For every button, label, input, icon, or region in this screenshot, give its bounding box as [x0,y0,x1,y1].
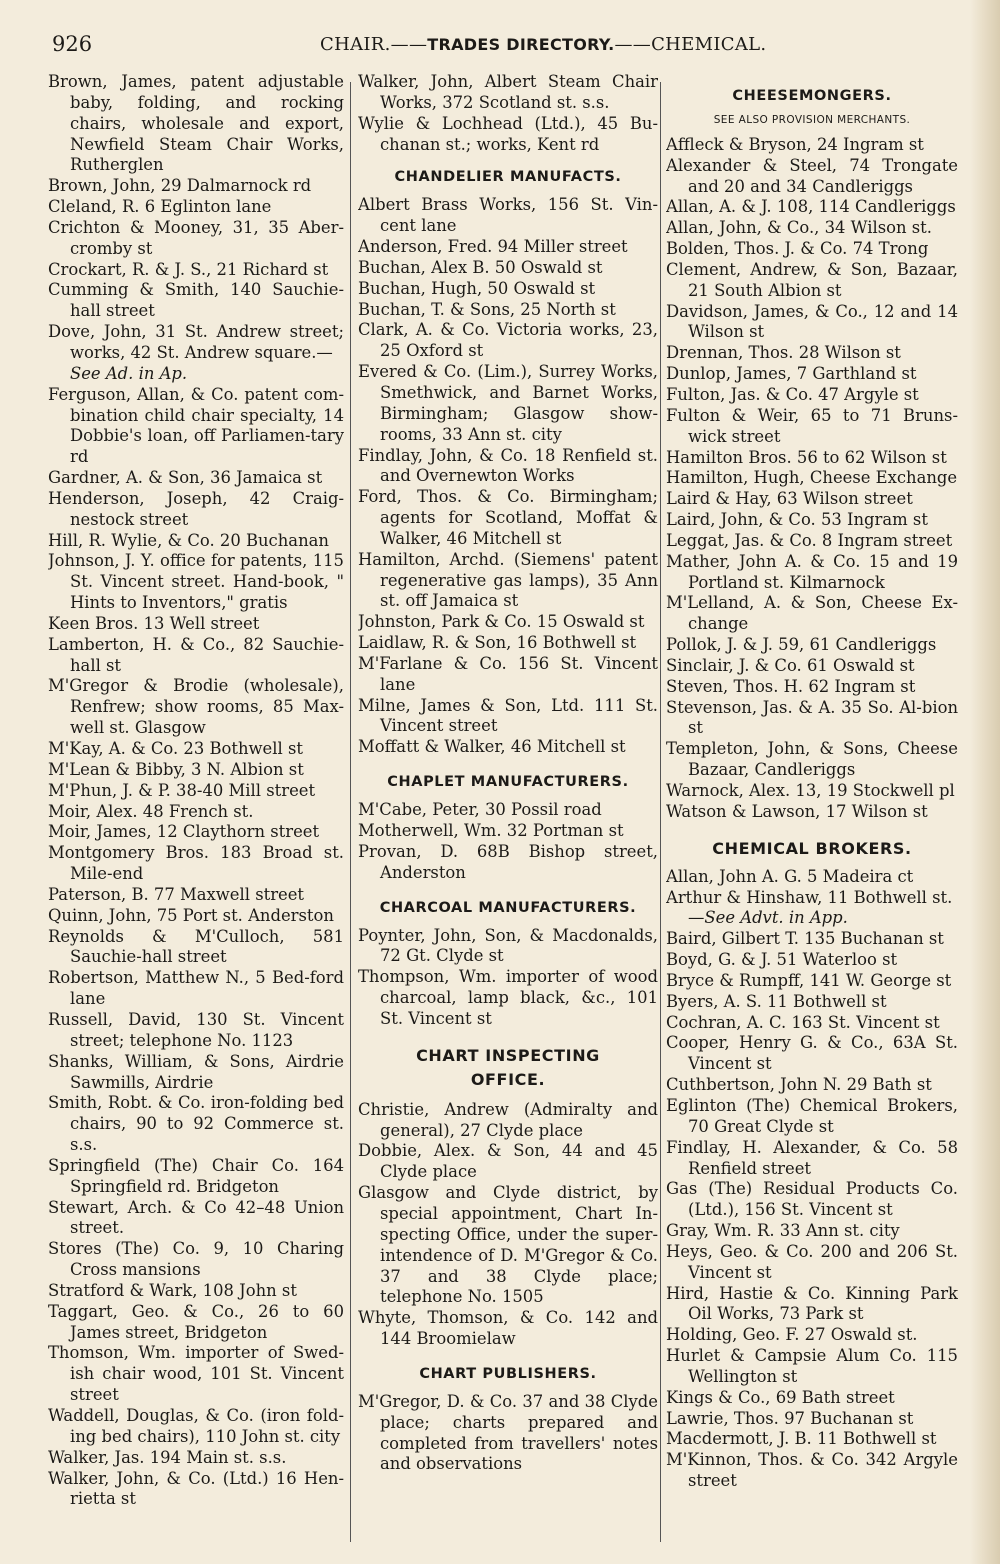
directory-entry: Leggat, Jas. & Co. 8 Ingram street [666,530,953,550]
chair-makers-continued [358,72,658,155]
directory-entry: Ford, Thos. & Co. Birmingham; agents for Scotland, Moffat & Walker, 46 Mitchell st [358,487,658,548]
column-rule-2 [660,82,661,1542]
directory-entry: Kings & Co., 69 Bath street [666,1387,895,1407]
directory-entry: Buchan, T. & Sons, 25 North st [358,299,616,319]
directory-entry: Glasgow and Clyde district, by special appointment, Chart In-specting Office, under the super-intendence of D. M'Gregor & Co. 37 and 38 Clyde place; telephone No. 1505 [358,1183,658,1307]
chemical-brokers-list [666,867,958,1492]
directory-entry: Ferguson, Allan, & Co. patent com-bination child chair specialty, 14 Dobbie's loan, off Parliamen-tary rd [48,384,344,467]
header-center: TRADES DIRECTORY. [427,35,615,54]
directory-entry: Gardner, A. & Son, 36 Jamaica st [48,468,323,488]
directory-entry: Montgomery Bros. 183 Broad st. Mile-end [48,843,344,884]
directory-entry: Johnston, Park & Co. 15 Oswald st [358,612,645,632]
directory-entry: Gray, Wm. R. 33 Ann st. city [666,1221,900,1241]
advertisement-note: See Ad. in Ap. [70,363,188,383]
directory-entry: Brown, John, 29 Dalmarnock rd [48,176,312,196]
cheesemongers-list [666,135,958,823]
directory-entry: Laird & Hay, 63 Wilson street [666,489,913,509]
directory-entry: Evered & Co. (Lim.), Surrey Works, Smethwick, and Barnet Works, Birmingham; Glasgow show-rooms, 33 Ann st. city [358,362,658,444]
directory-entry: M'Farlane & Co. 156 St. Vincent lane [358,653,658,694]
directory-entry: Taggart, Geo. & Co., 26 to 60 James street, Bridgeton [48,1301,344,1342]
directory-entry: Heys, Geo. & Co. 200 and 206 St. Vincent st [666,1241,958,1282]
charcoal-list [358,926,658,1030]
chandelier-list [358,195,658,758]
directory-entry: Bolden, Thos. J. & Co. 74 Trong [666,239,929,259]
column-2 [358,72,658,1552]
directory-entry: Waddell, Douglas, & Co. (iron fold-ing bed chairs), 110 John st. city [48,1406,344,1446]
directory-entry: M'Kay, A. & Co. 23 Bothwell st [48,739,303,758]
directory-entry: Cleland, R. 6 Eglinton lane [48,197,272,217]
running-title [320,34,766,55]
page-edge-shadow [970,0,1000,1564]
directory-entry: Allan, John, & Co., 34 Wilson st. [666,218,932,238]
directory-entry: Lawrie, Thos. 97 Buchanan st [666,1408,914,1428]
section-heading-chart-publishers: CHART PUBLISHERS. [419,1365,597,1382]
directory-entry: Bryce & Rumpff, 141 W. George st [666,970,952,990]
directory-entry: Crichton & Mooney, 31, 35 Aber-cromby st [48,217,344,258]
directory-entry: Macdermott, J. B. 11 Bothwell st [666,1429,937,1449]
directory-entry: Pollok, J. & J. 59, 61 Candleriggs [666,635,937,655]
directory-entry: Thompson, Wm. importer of wood charcoal, lamp black, &c., 101 St. Vincent st [358,967,658,1028]
directory-entry: Smith, Robt. & Co. iron-folding bed chairs, 90 to 92 Commerce st. s.s. [48,1093,344,1155]
directory-entry: Cooper, Henry G. & Co., 63A St. Vincent st [666,1033,958,1074]
directory-entry: Cuthbertson, John N. 29 Bath st [666,1075,932,1095]
directory-entry: Milne, James & Son, Ltd. 111 St. Vincent street [358,695,658,736]
chart-inspecting-line-2: OFFICE. [470,1069,546,1089]
directory-entry: Motherwell, Wm. 32 Portman st [358,821,624,840]
directory-entry: Lamberton, H. & Co., 82 Sauchie-hall st [48,634,344,675]
chair-makers-list [48,72,344,1510]
directory-entry: Holding, Geo. F. 27 Oswald st. [666,1325,918,1345]
directory-entry: Provan, D. 68B Bishop street, Anderston [358,841,658,882]
directory-entry: Buchan, Hugh, 50 Oswald st [358,278,596,298]
header-left: CHAIR. [320,34,391,55]
directory-entry: Hird, Hastie & Co. Kinning Park Oil Works, 73 Park st [666,1283,958,1324]
directory-entry: Findlay, H. Alexander, & Co. 58 Renfield street [666,1137,958,1178]
directory-entry: M'Gregor & Brodie (wholesale), Renfrew; show rooms, 85 Max-well st. Glasgow [48,676,344,738]
directory-entry: Springfield (The) Chair Co. 164 Springfield rd. Bridgeton [48,1155,344,1196]
directory-entry: Whyte, Thomson, & Co. 142 and 144 Broomielaw [358,1308,658,1349]
header-dash-2: —— [614,34,652,55]
section-heading-chart-inspecting [358,1044,658,1092]
directory-entry: Dobbie, Alex. & Son, 44 and 45 Clyde place [358,1141,658,1182]
column-rule-1 [350,82,351,1542]
directory-entry: Warnock, Alex. 13, 19 Stockwell pl [666,781,955,800]
directory-entry: Reynolds & M'Culloch, 581 Sauchie-hall street [48,926,344,967]
directory-entry: Hamilton, Archd. (Siemens' patent regenerative gas lamps), 35 Ann st. off Jamaica st [358,549,658,611]
directory-entry: Walker, John, & Co. (Ltd.) 16 Hen-rietta st [48,1468,344,1509]
see-also-note: SEE ALSO PROVISION MERCHANTS. [713,114,911,126]
chart-inspecting-list [358,1100,658,1350]
directory-entry: Arthur & Hinshaw, 11 Bothwell st. [666,887,953,907]
directory-entry: Laird, John, & Co. 53 Ingram st [666,510,928,530]
directory-entry: Quinn, John, 75 Port st. Anderston [48,905,334,925]
directory-entry: Johnson, J. Y. office for patents, 115 St. Vincent street. Hand-book, " Hints to Inventors," gratis [48,551,344,613]
section-heading-cheesemongers: CHEESEMONGERS. [732,88,892,104]
chart-inspecting-line-1: CHART INSPECTING [416,1045,600,1065]
directory-entry: Cochran, A. C. 163 St. Vincent st [666,1012,940,1032]
section-heading-chaplet: CHAPLET MANUFACTURERS. [387,774,629,791]
directory-entry: Walker, John, Albert Steam Chair Works, 372 Scotland st. s.s. [358,72,658,112]
directory-entry: Allan, John A. G. 5 Madeira ct [666,866,914,886]
chaplet-list [358,800,658,883]
directory-entry: Eglinton (The) Chemical Brokers, 70 Great Clyde st [666,1095,958,1136]
chart-publishers-list [358,1392,658,1475]
directory-entry: Byers, A. S. 11 Bothwell st [666,991,887,1011]
directory-entry: Templeton, John, & Sons, Cheese Bazaar, Candleriggs [666,739,958,780]
page-number: 926 [52,32,93,56]
directory-entry: Gas (The) Residual Products Co. (Ltd.), 156 St. Vincent st [666,1179,958,1220]
directory-entry: Moir, James, 12 Claythorn street [48,822,320,842]
directory-entry: Shanks, William, & Sons, Airdrie Sawmills, Airdrie [48,1051,344,1092]
directory-entry: Mather, John A. & Co. 15 and 19 Portland st. Kilmarnock [666,551,958,592]
directory-entry: Affleck & Bryson, 24 Ingram st [666,134,924,154]
directory-entry: M'Phun, J. & P. 38-40 Mill street [48,780,316,800]
directory-entry: Cumming & Smith, 140 Sauchie-hall street [48,280,344,321]
directory-entry: Laidlaw, R. & Son, 16 Bothwell st [358,633,637,653]
directory-entry: M'Kinnon, Thos. & Co. 342 Argyle street [666,1450,958,1491]
directory-entry: Davidson, James, & Co., 12 and 14 Wilson st [666,301,958,342]
directory-entry: M'Lean & Bibby, 3 N. Albion st [48,759,304,779]
directory-entry: Stevenson, Jas. & A. 35 So. Al-bion st [666,697,958,738]
directory-entry: Albert Brass Works, 156 St. Vin-cent lane [358,195,658,236]
directory-entry: Hurlet & Campsie Alum Co. 115 Wellington st [666,1346,958,1386]
directory-entry: Moffatt & Walker, 46 Mitchell st [358,737,626,757]
directory-entry: Boyd, G. & J. 51 Waterloo st [666,950,898,970]
directory-entry: Keen Bros. 13 Well street [48,613,260,633]
section-heading-chemical-brokers: CHEMICAL BROKERS. [712,838,912,858]
column-3 [666,72,958,1552]
directory-entry: Stratford & Wark, 108 John st [48,1280,297,1300]
directory-entry: Steven, Thos. H. 62 Ingram st [666,676,916,696]
advertisement-note: —See Advt. in App. [688,908,848,928]
directory-entry: Sinclair, J. & Co. 61 Oswald st [666,655,915,675]
directory-entry: Baird, Gilbert T. 135 Buchanan st [666,929,944,949]
directory-entry: Thomson, Wm. importer of Swed-ish chair wood, 101 St. Vincent street [48,1343,344,1405]
directory-entry: M'Lelland, A. & Son, Cheese Ex-change [666,593,958,634]
directory-entry: M'Cabe, Peter, 30 Possil road [358,800,602,820]
directory-entry: Drennan, Thos. 28 Wilson st [666,343,901,363]
section-heading-charcoal: CHARCOAL MANUFACTURERS. [379,899,637,916]
directory-entry: Dunlop, James, 7 Garthland st [666,364,917,384]
directory-entry: Dove, John, 31 St. Andrew street; works, 42 St. Andrew square.— [48,322,344,362]
directory-entry: Clark, A. & Co. Victoria works, 23, 25 Oxford st [358,320,658,361]
directory-entry: Alexander & Steel, 74 Trongate and 20 and 34 Candleriggs [666,155,958,196]
directory-entry: M'Gregor, D. & Co. 37 and 38 Clyde place; charts prepared and completed from travellers' notes and observations [358,1391,658,1474]
directory-entry: Brown, James, patent adjustable baby, folding, and rocking chairs, wholesale and export, Newfield Steam Chair Works, Rutherglen [48,72,344,175]
directory-entry: Robertson, Matthew N., 5 Bed-ford lane [48,968,344,1009]
directory-entry: Walker, Jas. 194 Main st. s.s. [48,1447,287,1467]
directory-entry: Wylie & Lochhead (Ltd.), 45 Bu-chanan st.; works, Kent rd [358,113,658,154]
header-dash-1: —— [390,34,428,55]
directory-entry: Fulton & Weir, 65 to 71 Bruns-wick street [666,405,958,446]
directory-entry: Allan, A. & J. 108, 114 Candleriggs [666,197,956,217]
directory-entry: Moir, Alex. 48 French st. [48,801,254,821]
directory-entry: Henderson, Joseph, 42 Craig-nestock street [48,488,344,529]
directory-entry: Hamilton, Hugh, Cheese Exchange [666,468,958,488]
directory-entry: Russell, David, 130 St. Vincent street; telephone No. 1123 [48,1009,344,1050]
header-right: CHEMICAL. [651,34,767,55]
directory-columns [48,72,958,1552]
column-1 [48,72,344,1552]
directory-entry: Hill, R. Wylie, & Co. 20 Buchanan [48,530,329,550]
running-header [50,30,980,66]
directory-entry: Stores (The) Co. 9, 10 Charing Cross mansions [48,1239,344,1280]
directory-entry: Clement, Andrew, & Son, Bazaar, 21 South Albion st [666,259,958,300]
directory-entry: Anderson, Fred. 94 Miller street [358,237,628,257]
directory-entry: Findlay, John, & Co. 18 Renfield st. and Overnewton Works [358,445,658,486]
directory-entry: Hamilton Bros. 56 to 62 Wilson st [666,447,947,467]
directory-entry: Crockart, R. & J. S., 21 Richard st [48,259,329,279]
directory-entry: Poynter, John, Son, & Macdonalds, 72 Gt. Clyde st [358,925,658,966]
directory-entry: Fulton, Jas. & Co. 47 Argyle st [666,384,919,404]
directory-entry: Paterson, B. 77 Maxwell street [48,884,305,904]
section-heading-chandelier: CHANDELIER MANUFACTS. [394,169,622,186]
directory-entry: Buchan, Alex B. 50 Oswald st [358,257,603,277]
directory-entry: Watson & Lawson, 17 Wilson st [666,801,928,821]
directory-entry: Stewart, Arch. & Co 42–48 Union street. [48,1197,344,1238]
directory-entry: Christie, Andrew (Admiralty and general), 27 Clyde place [358,1099,658,1140]
